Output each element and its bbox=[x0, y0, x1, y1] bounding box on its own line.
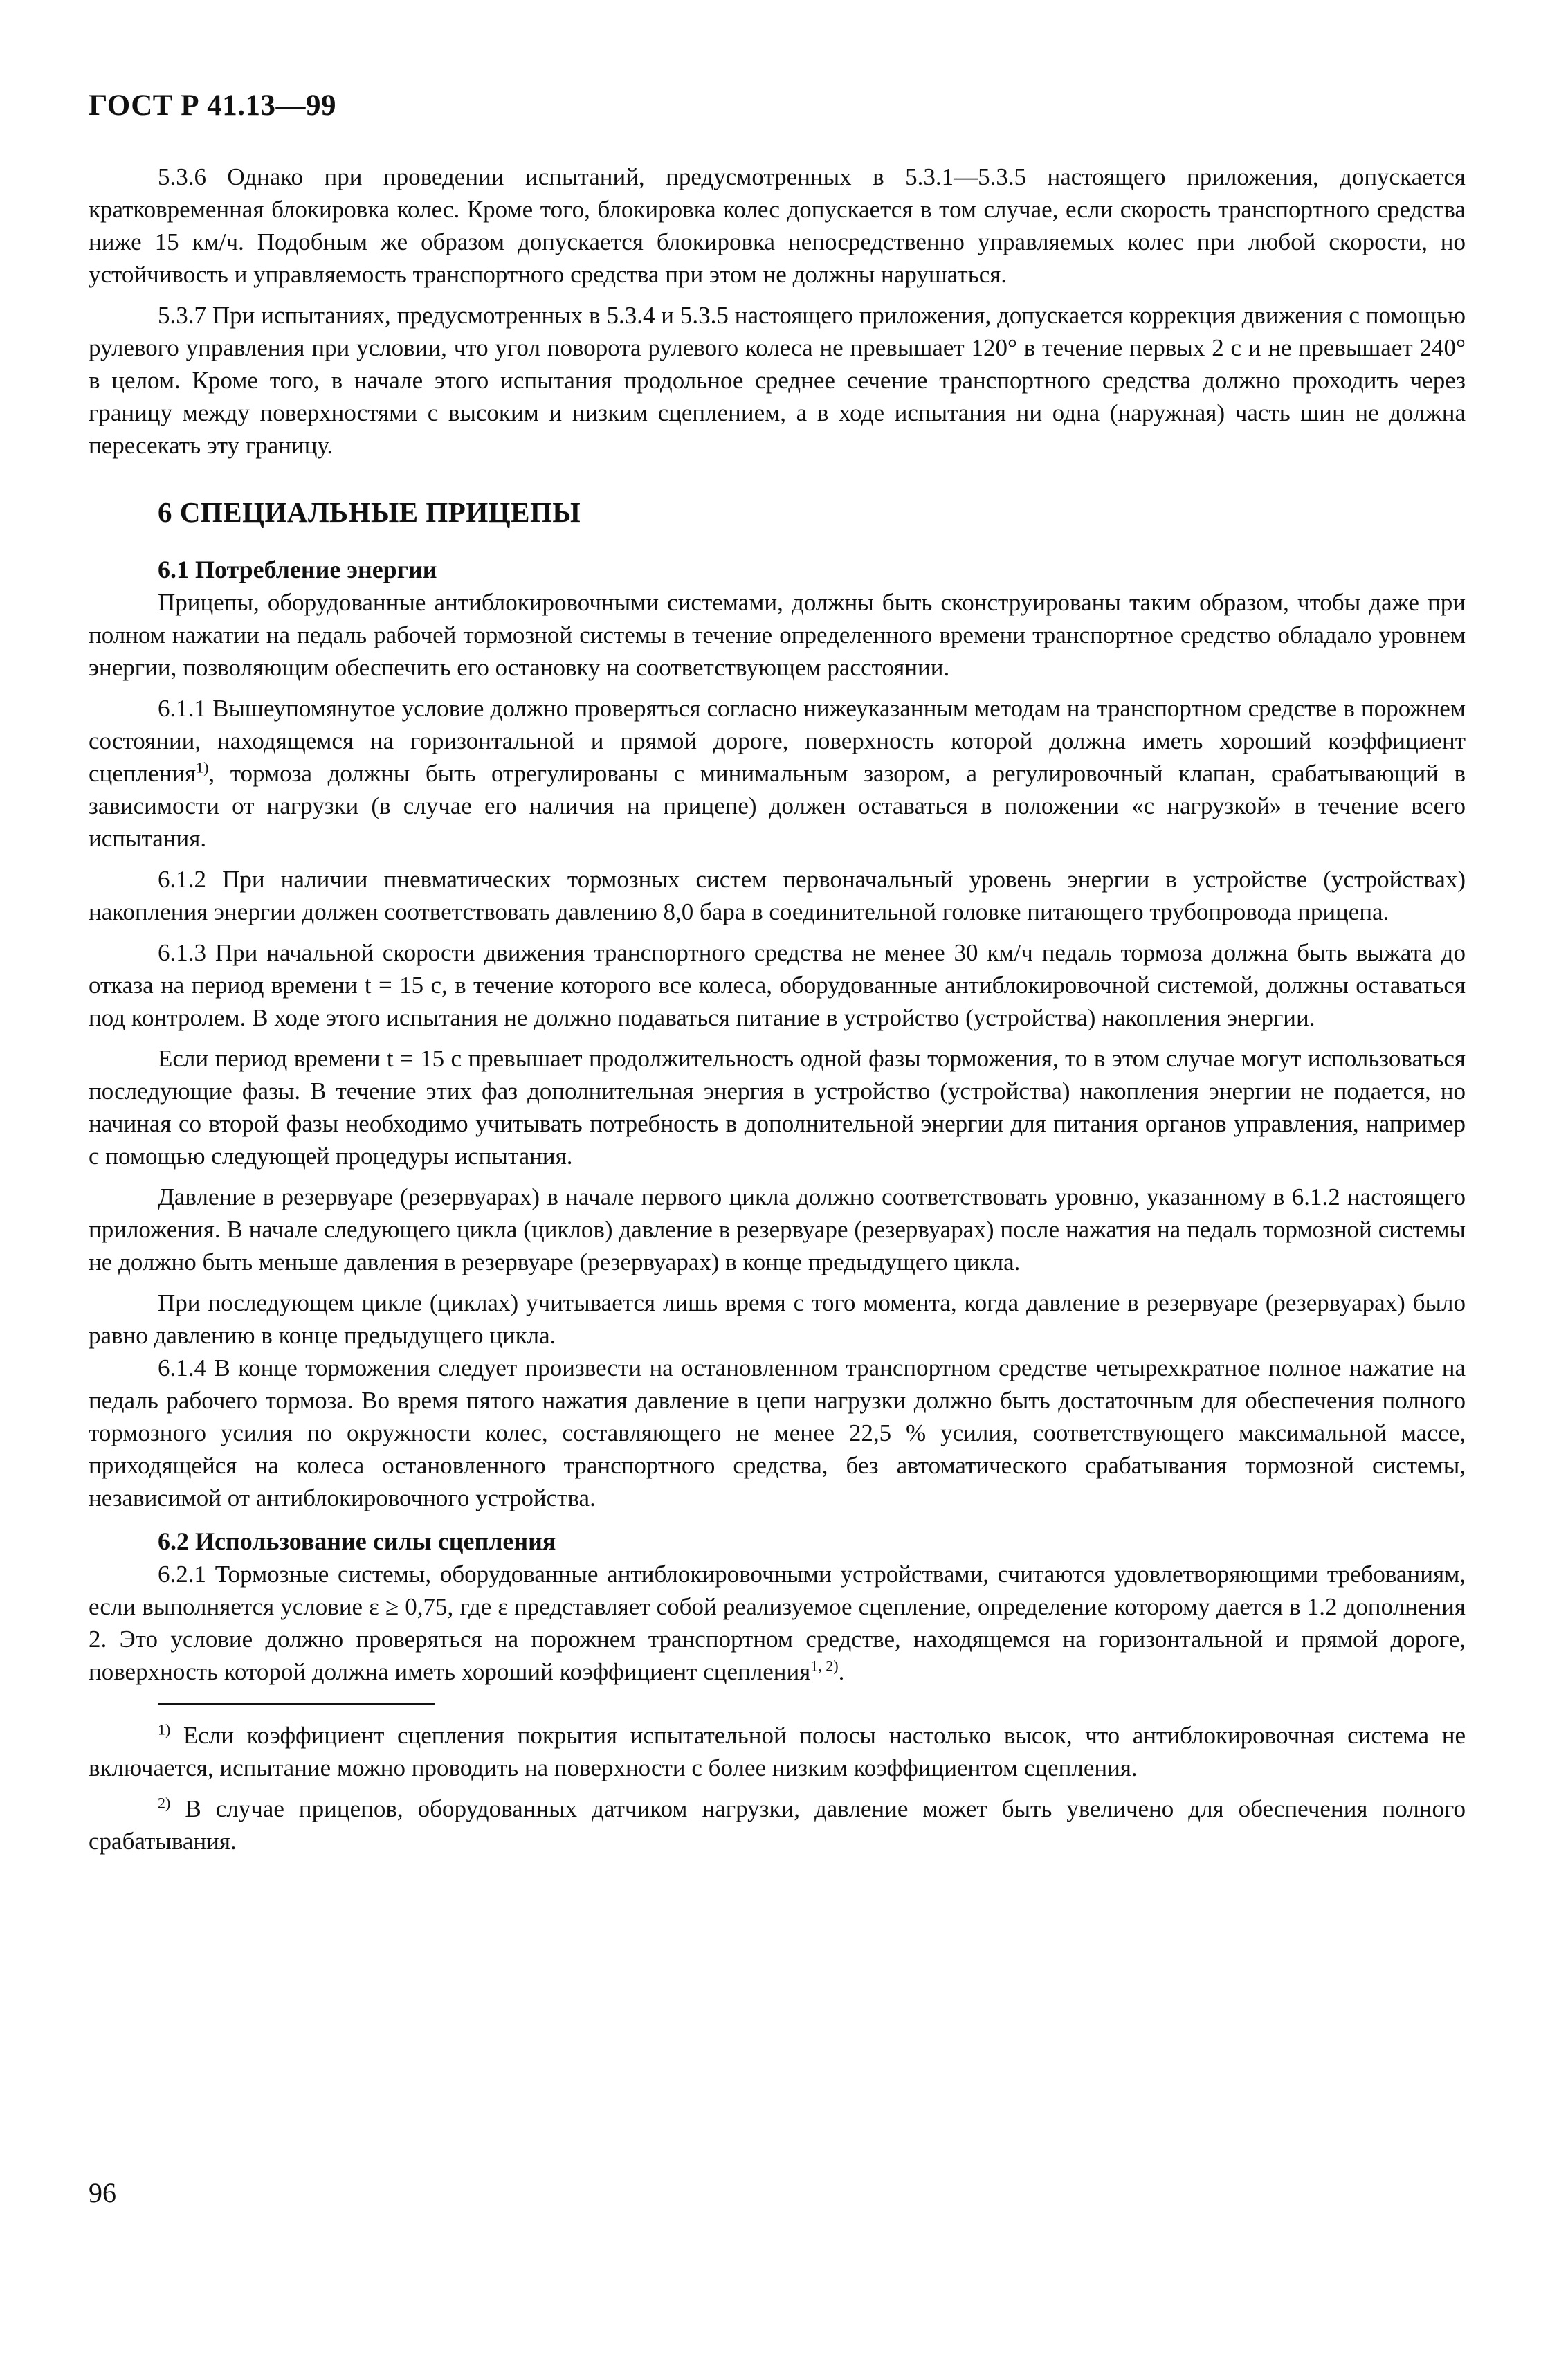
page-number: 96 bbox=[89, 2177, 116, 2208]
paragraph-6-1-1 bbox=[89, 692, 1466, 855]
footnote-1 bbox=[89, 1719, 1466, 1784]
paragraph-next-cycle: При последующем цикле (циклах) учитывается лишь время с того момента, когда давление в резервуаре (резервуарах) было равно давлению в конце предыдущего цикла. bbox=[89, 1289, 1466, 1349]
footnote-divider bbox=[158, 1703, 435, 1705]
paragraph-6-2-1 bbox=[89, 1558, 1466, 1688]
paragraph-6-1-2: 6.1.2 При наличии пневматических тормозных систем первоначальный уровень энергии в устройстве (устройствах) накопления энергии должен соответствовать давлению 8,0 бара в соединительной головке питающего трубопровода прицепа. bbox=[89, 866, 1466, 925]
document-body bbox=[89, 161, 1466, 1857]
document-header: ГОСТ Р 41.13—99 bbox=[89, 89, 337, 122]
footnotes bbox=[89, 1719, 1466, 1857]
footnote-2-mark: 2) bbox=[158, 1794, 171, 1812]
paragraph-6-1-3: 6.1.3 При начальной скорости движения транспортного средства не менее 30 км/ч педаль тормоза должна быть выжата до отказа на период времени t = 15 с, в течение которого все колеса, оборудованные антиблокировочной системой, должны оставаться под контролем. В ходе этого испытания не должно подаваться питание в устройство (устройства) накопления энергии. bbox=[89, 939, 1466, 1031]
paragraph-6-2-1-part-a: 6.2.1 Тормозные системы, оборудованные антиблокировочными устройствами, считаются удовлетворяющими требованиям, если выполняется условие ε ≥ 0,75, где ε представляет собой реализуемое сцепление, определение которому дается в 1.2 дополнения 2. Это условие должно проверяться на порожнем транспортном средстве, находящемся на горизонтальной и прямой дороге, поверхность которой должна иметь хороший коэффициент сцепления bbox=[89, 1561, 1466, 1685]
footnote-2 bbox=[89, 1792, 1466, 1857]
footnote-2-text: В случае прицепов, оборудованных датчиком нагрузки, давление может быть увеличено для обеспечения полного срабатывания. bbox=[89, 1795, 1466, 1855]
paragraph-5-3-6: 5.3.6 Однако при проведении испытаний, предусмотренных в 5.3.1—5.3.5 настоящего приложения, допускается кратковременная блокировка колес. Кроме того, блокировка колес допускается в том случае, если скорость транспортного средства ниже 15 км/ч. Подобным же образом допускается блокировка непосредственно управляемых колес при любой скорости, но устойчивость и управляемость транспортного средства при этом не должны нарушаться. bbox=[89, 163, 1466, 288]
footnote-ref-1: 1) bbox=[196, 758, 209, 776]
footnote-1-text: Если коэффициент сцепления покрытия испытательной полосы настолько высок, что антиблокировочная система не включается, испытание можно проводить на поверхности с более низким коэффициентом сцепления. bbox=[89, 1722, 1466, 1781]
paragraph-if-period: Если период времени t = 15 с превышает продолжительность одной фазы торможения, то в этом случае могут использоваться последующие фазы. В течение этих фаз дополнительная энергия в устройство (устройства) накопления энергии не подается, но начиная со второй фазы необходимо учитывать потребность в дополнительной энергии для питания органов управления, например с помощью следующей процедуры испытания. bbox=[89, 1045, 1466, 1170]
paragraph-6-1-1-part-b: , тормоза должны быть отрегулированы с минимальным зазором, а регулировочный клапан, срабатывающий в зависимости от нагрузки (в случае его наличия на прицепе) должен оставаться в положении «с нагрузкой» в течение всего испытания. bbox=[89, 760, 1466, 852]
footnote-1-mark: 1) bbox=[158, 1720, 171, 1738]
footnote-ref-1-2: 1, 2) bbox=[810, 1657, 839, 1675]
paragraph-6-2-1-part-b: . bbox=[838, 1658, 845, 1685]
paragraph-6-1-4: 6.1.4 В конце торможения следует произвести на остановленном транспортном средстве четырехкратное полное нажатие на педаль рабочего тормоза. Во время пятого нажатия давление в цепи нагрузки должно быть достаточным для обеспечения полного тормозного усилия по окружности колес, составляющего не менее 22,5 % усилия, соответствующего максимальной массе, приходящейся на колеса остановленного транспортного средства, без автоматического срабатывания тормозной системы, независимой от антиблокировочного устройства. bbox=[89, 1354, 1466, 1511]
subsection-6-2-title: 6.2 Использование силы сцепления bbox=[158, 1527, 556, 1555]
paragraph-6-1: Прицепы, оборудованные антиблокировочными системами, должны быть сконструированы таким образом, чтобы даже при полном нажатии на педаль рабочей тормозной системы в течение определенного времени транспортное средство обладало уровнем энергии, позволяющим обеспечить его остановку на соответствующем расстоянии. bbox=[89, 589, 1466, 681]
paragraph-pressure: Давление в резервуаре (резервуарах) в начале первого цикла должно соответствовать уровню, указанному в 6.1.2 настоящего приложения. В начале следующего цикла (циклов) давление в резервуаре (резервуарах) после нажатия на педаль тормозной системы не должно быть меньше давления в резервуаре (резервуарах) в конце предыдущего цикла. bbox=[89, 1183, 1466, 1275]
subsection-6-1-title: 6.1 Потребление энергии bbox=[158, 556, 437, 583]
section-6-title: 6 СПЕЦИАЛЬНЫЕ ПРИЦЕПЫ bbox=[158, 496, 581, 528]
paragraph-6-1-1-part-a: 6.1.1 Вышеупомянутое условие должно проверяться согласно нижеуказанным методам на транспортном средстве в порожнем состоянии, находящемся на горизонтальной и прямой дороге, поверхность которой должна иметь хороший коэффициент сцепления bbox=[89, 695, 1466, 787]
paragraph-5-3-7: 5.3.7 При испытаниях, предусмотренных в 5.3.4 и 5.3.5 настоящего приложения, допускается коррекция движения с помощью рулевого управления при условии, что угол поворота рулевого колеса не превышает 120° в течение первых 2 с и не превышает 240° в целом. Кроме того, в начале этого испытания продольное среднее сечение транспортного средства должно проходить через границу между поверхностями с высоким и низким сцеплением, а в ходе испытания ни одна (наружная) часть шин не должна пересекать эту границу. bbox=[89, 302, 1466, 459]
